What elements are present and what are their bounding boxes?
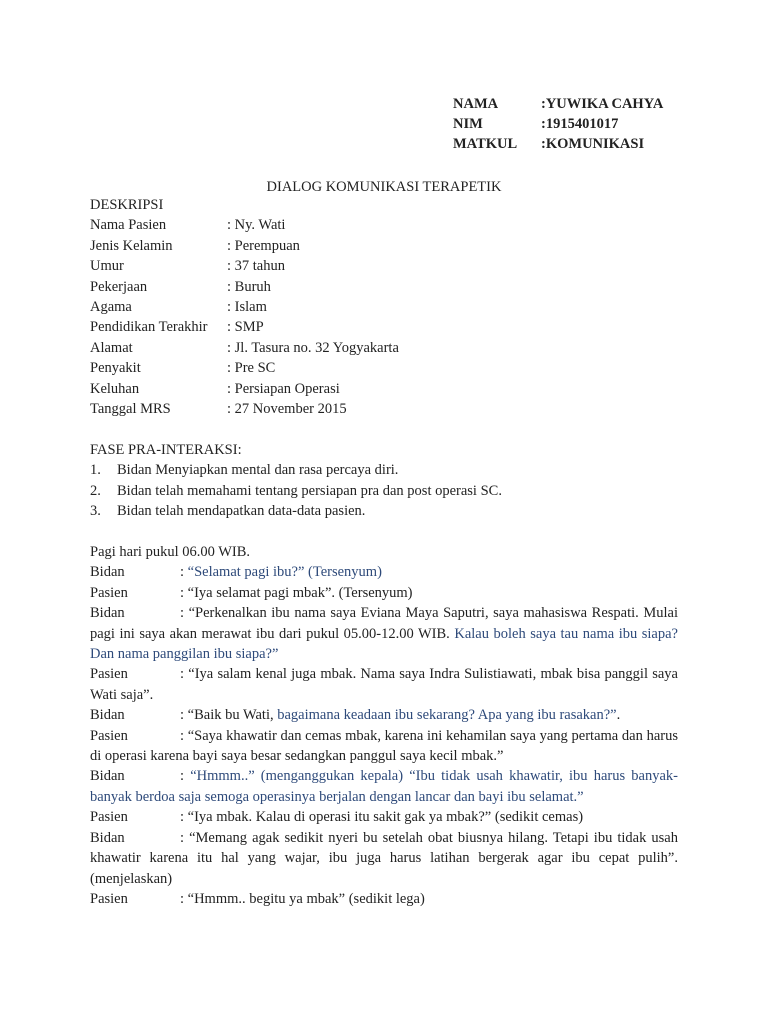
dialog-text: : “Baik bu Wati, xyxy=(180,707,278,724)
dialog-highlight: “Selamat pagi ibu?” (Tersenyum) xyxy=(187,564,382,581)
deskripsi-value: : Islam xyxy=(227,299,267,316)
header-value: :KOMUNIKASI xyxy=(541,136,645,152)
dialog-line xyxy=(90,603,678,664)
dialog-text: : “Hmmm.. begitu ya mbak” (sedikit lega) xyxy=(180,890,425,907)
header-row-nama xyxy=(453,94,663,114)
dialog-text: : xyxy=(180,564,188,581)
deskripsi-value: : Persiapan Operasi xyxy=(227,380,340,397)
dialog-speaker: Bidan xyxy=(90,768,125,785)
deskripsi-row xyxy=(90,277,678,297)
deskripsi-key: Umur xyxy=(90,258,124,275)
list-item xyxy=(90,481,678,501)
deskripsi-value: : 27 November 2015 xyxy=(227,401,347,418)
dialog-text: . xyxy=(616,707,621,724)
deskripsi-value: : SMP xyxy=(227,319,264,336)
dialog-line xyxy=(90,828,678,889)
dialog-line xyxy=(90,807,678,827)
dialog-speaker: Pasien xyxy=(90,890,128,907)
list-item xyxy=(90,501,678,521)
dialog-text: : “Saya khawatir dan cemas mbak, karena ini kehamilan saya yang pertama dan harus di operasi karena bayi saya besar sedangkan panggul saya kecil mbak.” xyxy=(90,727,678,765)
dialog-line xyxy=(90,562,678,582)
deskripsi-key: Alamat xyxy=(90,339,133,356)
list-number: 1. xyxy=(90,462,101,479)
header-value: :1915401017 xyxy=(541,116,619,132)
dialog-highlight: bagaimana keadaan ibu sekarang? Apa yang ibu rasakan?” xyxy=(277,707,617,724)
deskripsi-key: Keluhan xyxy=(90,380,140,397)
deskripsi-heading: DESKRIPSI xyxy=(90,197,164,213)
deskripsi-value: : Buruh xyxy=(227,278,271,295)
dialog-text: : “Iya selamat pagi mbak”. (Tersenyum) xyxy=(180,584,413,601)
dialog-speaker: Pasien xyxy=(90,666,128,683)
list-item xyxy=(90,460,678,480)
deskripsi-key: Jenis Kelamin xyxy=(90,237,173,254)
deskripsi-value: : 37 tahun xyxy=(227,258,285,275)
dialog-speaker: Bidan xyxy=(90,829,125,846)
dialog-speaker: Bidan xyxy=(90,605,125,622)
fase-section xyxy=(90,440,678,522)
list-number: 3. xyxy=(90,503,101,520)
header-row-nim xyxy=(453,114,663,134)
list-text: Bidan telah memahami tentang persiapan pra dan post operasi SC. xyxy=(117,482,502,499)
list-text: Bidan telah mendapatkan data-data pasien. xyxy=(117,503,366,520)
deskripsi-row xyxy=(90,317,678,337)
deskripsi-key: Pekerjaan xyxy=(90,278,148,295)
dialog-line xyxy=(90,726,678,767)
dialog-text: : “Perkenalkan ibu nama saya Eviana Maya Saputri, saya mahasiswa Respati. Mulai pagi ini saya akan merawat ibu dari pukul 05.00-12.00 WIB. xyxy=(90,605,678,642)
dialog-line xyxy=(90,664,678,705)
deskripsi-key: Agama xyxy=(90,299,132,316)
deskripsi-row xyxy=(90,338,678,358)
dialog-section xyxy=(90,542,678,909)
dialog-text: : “Iya salam kenal juga mbak. Nama saya Indra Sulistiawati, mbak bisa panggil saya Wati saja”. xyxy=(90,666,678,703)
header-label: MATKUL xyxy=(453,136,518,152)
deskripsi-value: : Perempuan xyxy=(227,237,300,254)
dialog-intro: Pagi hari pukul 06.00 WIB. xyxy=(90,544,251,560)
header-value: :YUWIKA CAHYA xyxy=(541,96,664,112)
dialog-speaker: Bidan xyxy=(90,564,125,581)
header-row-matkul xyxy=(453,134,663,154)
deskripsi-row xyxy=(90,379,678,399)
deskripsi-row xyxy=(90,256,678,276)
deskripsi-key: Nama Pasien xyxy=(90,217,167,234)
document-title: DIALOG KOMUNIKASI TERAPETIK xyxy=(266,179,502,195)
dialog-speaker: Pasien xyxy=(90,809,128,826)
list-text: Bidan Menyiapkan mental dan rasa percaya diri. xyxy=(117,462,399,479)
dialog-line xyxy=(90,766,678,807)
deskripsi-row xyxy=(90,358,678,378)
header-label: NIM xyxy=(453,116,483,132)
dialog-speaker: Bidan xyxy=(90,707,125,724)
deskripsi-row xyxy=(90,215,678,235)
dialog-text: : “Iya mbak. Kalau di operasi itu sakit gak ya mbak?” (sedikit cemas) xyxy=(180,809,584,826)
dialog-speaker: Pasien xyxy=(90,584,128,601)
dialog-line xyxy=(90,705,678,725)
dialog-text: : “Memang agak sedikit nyeri bu setelah obat biusnya hilang. Tetapi ibu tidak usah khawatir karena itu hal yang wajar, ibu juga harus latihan bergerak agar ibu cepat pulih”. (menjelaskan) xyxy=(90,829,678,887)
dialog-speaker: Pasien xyxy=(90,727,128,744)
dialog-line xyxy=(90,889,678,909)
dialog-lines xyxy=(90,562,678,909)
deskripsi-row xyxy=(90,236,678,256)
header-block xyxy=(453,94,663,154)
deskripsi-key: Penyakit xyxy=(90,360,141,377)
deskripsi-value: : Jl. Tasura no. 32 Yogyakarta xyxy=(227,339,399,356)
header-label: NAMA xyxy=(453,96,499,112)
dialog-text: : xyxy=(180,768,191,785)
dialog-highlight: “Hmmm..” (menganggukan kepala) “Ibu tidak usah khawatir, ibu harus banyak-banyak berdoa saja semoga operasinya berjalan dengan lancar dan bayi ibu selamat.” xyxy=(90,768,678,805)
deskripsi-section xyxy=(90,195,678,419)
fase-heading: FASE PRA-INTERAKSI: xyxy=(90,442,242,458)
deskripsi-row xyxy=(90,297,678,317)
deskripsi-key: Tanggal MRS xyxy=(90,401,171,418)
deskripsi-value: : Ny. Wati xyxy=(227,217,286,234)
dialog-line xyxy=(90,583,678,603)
deskripsi-value: : Pre SC xyxy=(227,360,276,377)
deskripsi-row xyxy=(90,399,678,419)
dialog-highlight: Kalau boleh saya tau nama ibu siapa? Dan nama panggilan ibu siapa?” xyxy=(90,625,678,663)
deskripsi-key: Pendidikan Terakhir xyxy=(90,319,208,336)
list-number: 2. xyxy=(90,482,101,499)
